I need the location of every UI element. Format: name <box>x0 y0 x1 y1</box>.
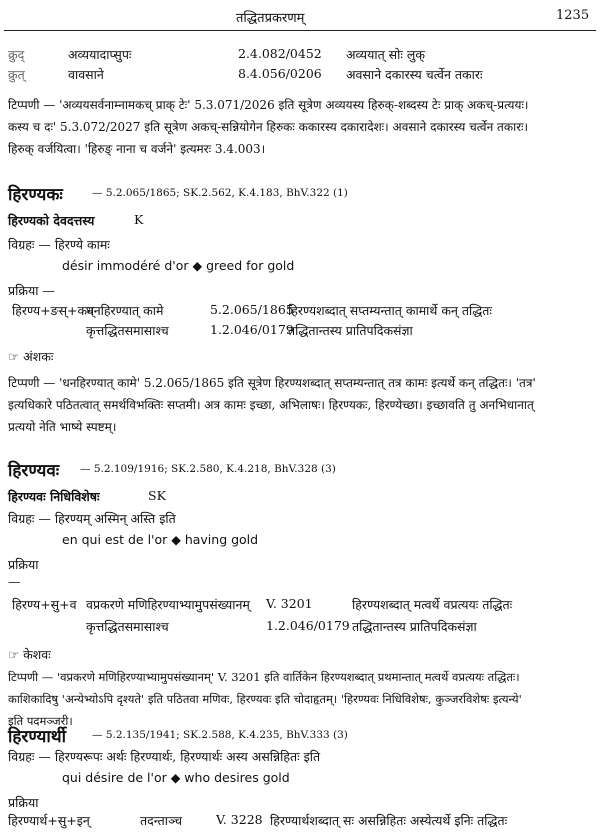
prakriya-col3: V. 3201 <box>266 596 313 611</box>
entry-example: हिरण्यवः निधिविशेषः <box>8 489 100 504</box>
prakriya-col1: हिरण्य+सु+व <box>12 597 77 612</box>
prakriya-label: प्रक्रिया <box>8 795 39 810</box>
prakriya-col4: तद्धितान्तस्य प्रातिपदिकसंज्ञा <box>352 619 477 634</box>
entry-headword: हिरण्यार्थी <box>8 727 66 747</box>
prakriya-col4: तद्धितान्तस्य प्रातिपदिकसंज्ञा <box>288 323 413 338</box>
entry-headword: हिरण्यवः <box>8 461 60 481</box>
top-note-line2: कस्य च दः' 5.3.072/2027 इति सूत्रेण अकच्-सन्नियोगेन हिरुकः ककारस्य दकारादेशः। अवसाने दकारस्य चर्त्वेन तकारः। <box>8 120 529 134</box>
entry-references: — 5.2.109/1916; SK.2.580, K.4.218, BhV.328 (3) <box>80 463 336 475</box>
prakriya-col4: हिरण्यशब्दात् सप्तम्यन्तात् कामार्थे कन् तद्धितः <box>288 303 492 318</box>
note-line: इत्यधिकारे पठितत्वात् समर्थविभक्तिः सप्तमी। अत्र कामः इच्छा, अभिलाषः। हिरण्यकः, हिरण्येच्छा। इच्छावति तु अनभिधानात् <box>8 398 534 412</box>
note-line: टिप्पणी — 'वप्रकरणे मणिहिरण्याभ्यामुपसंख्यानम्' V. 3201 इति वार्तिकेन हिरण्यशब्दात् प्रथमान्तात् मत्वर्थे वप्रत्ययः तद्धितः। <box>8 670 520 684</box>
top-note-line3: हिरुक् वर्जयित्वा। 'हिरुङ् नाना च वर्जने' इत्यमरः 3.4.003। <box>8 142 266 156</box>
prakriya-label: प्रक्रिया — <box>8 283 55 298</box>
row2-col2: वावसाने <box>68 67 104 82</box>
row1-col3: 2.4.082/0452 <box>238 46 322 61</box>
prakriya-col2: तदन्ताञ्च <box>140 813 183 828</box>
entry-references: — 5.2.135/1941; SK.2.588, K.4.235, BhV.333 (3) <box>92 729 348 741</box>
prakriya-label: प्रक्रिया <box>8 557 39 572</box>
entry-example: हिरण्यको देवदत्तस्य <box>8 213 95 228</box>
entry-example-source: SK <box>148 488 166 503</box>
page-number: 1235 <box>556 8 590 23</box>
note-line: टिप्पणी — 'धनहिरण्यात् कामे' 5.2.065/1865 इति सूत्रेण हिरण्यशब्दात् सप्तम्यन्तात् तत्र कामः इत्यर्थे कन् तद्धितः। 'तत्र' <box>8 376 536 390</box>
top-note-line1: टिप्पणी — 'अव्ययसर्वनाम्नामकच् प्राक् टेः' 5.3.071/2026 इति सूत्रेण अव्ययस्य हिरुक्-शब्दस्य टेः प्राक् अकच्-प्रत्ययः। <box>8 98 529 112</box>
prakriya-col1: हिरण्य+ङस्+कन् <box>12 303 95 318</box>
entry-example-source: K <box>134 212 144 227</box>
commentator-line: ☞ अंशकः <box>8 349 54 364</box>
prakriya-col4: हिरण्यशब्दात् मत्वर्थे वप्रत्ययः तद्धितः <box>352 597 513 612</box>
row1-col2: अव्ययादाप्सुपः <box>68 47 132 62</box>
header-rule <box>4 30 596 31</box>
translation-line: qui désire de l'or ◆ who desires gold <box>62 770 290 785</box>
prakriya-col2: धनहिरण्यात् कामे <box>86 303 164 318</box>
vigraha-line: विग्रहः — हिरण्यम् अस्मिन् अस्ति इति <box>8 511 176 526</box>
prakriya-col2: वप्रकरणे मणिहिरण्याभ्यामुपसंख्यानम् <box>86 597 250 612</box>
prakriya-col4: हिरण्यार्थशब्दात् सः असन्निहितः अस्येत्यर्थे इनिः तद्धितः <box>270 813 508 828</box>
running-title: तद्धितप्रकरणम् <box>236 11 305 26</box>
prakriya-col2: कृत्तद्धितसमासाश्च <box>86 323 169 338</box>
row1-col1: क्रुद् <box>8 47 25 62</box>
prakriya-col3: V. 3228 <box>216 812 263 827</box>
prakriya-col3: 1.2.046/0179 <box>266 618 350 633</box>
row2-col3: 8.4.056/0206 <box>238 66 322 81</box>
prakriya-col3: 5.2.065/1865 <box>210 302 294 317</box>
vigraha-line: विग्रहः — हिरण्ये कामः <box>8 237 110 252</box>
note-line: काशिकादिषु 'अन्येभ्योऽपि दृश्यते' इति पठितवा मणिवः, हिरण्यवः इति चोदाहृतम्। 'हिरण्यवः निधिविशेषः, कुञ्जरविशेषः इत्यन्ये' <box>8 692 522 706</box>
note-line: प्रत्ययो नेति भाष्ये स्पष्टम्। <box>8 420 117 434</box>
translation-line: en qui est de l'or ◆ having gold <box>62 532 259 547</box>
prakriya-col3: 1.2.046/0179 <box>210 322 294 337</box>
row2-col1: क्रुत् <box>8 67 25 82</box>
prakriya-col2: कृत्तद्धितसमासाश्च <box>86 619 169 634</box>
entry-headword: हिरण्यकः <box>8 185 63 205</box>
row2-col4: अवसाने दकारस्य चर्त्वेन तकारः <box>346 67 483 82</box>
vigraha-line: विग्रहः — हिरण्यरूपः अर्थः हिरण्यार्थः, हिरण्यार्थः अस्य असन्निहितः इति <box>8 749 321 764</box>
row1-col4: अव्ययात् सोः लुक् <box>346 47 425 62</box>
note-line: इति पदमञ्जरी। <box>8 714 73 728</box>
translation-line: désir immodéré d'or ◆ greed for gold <box>62 258 295 273</box>
commentator-line: ☞ केशवः <box>8 647 51 662</box>
prakriya-col1: हिरण्यार्थ+सु+इन् <box>8 813 90 828</box>
entry-references: — 5.2.065/1865; SK.2.562, K.4.183, BhV.322 (1) <box>92 187 348 199</box>
prakriya-dash: — <box>8 574 21 589</box>
